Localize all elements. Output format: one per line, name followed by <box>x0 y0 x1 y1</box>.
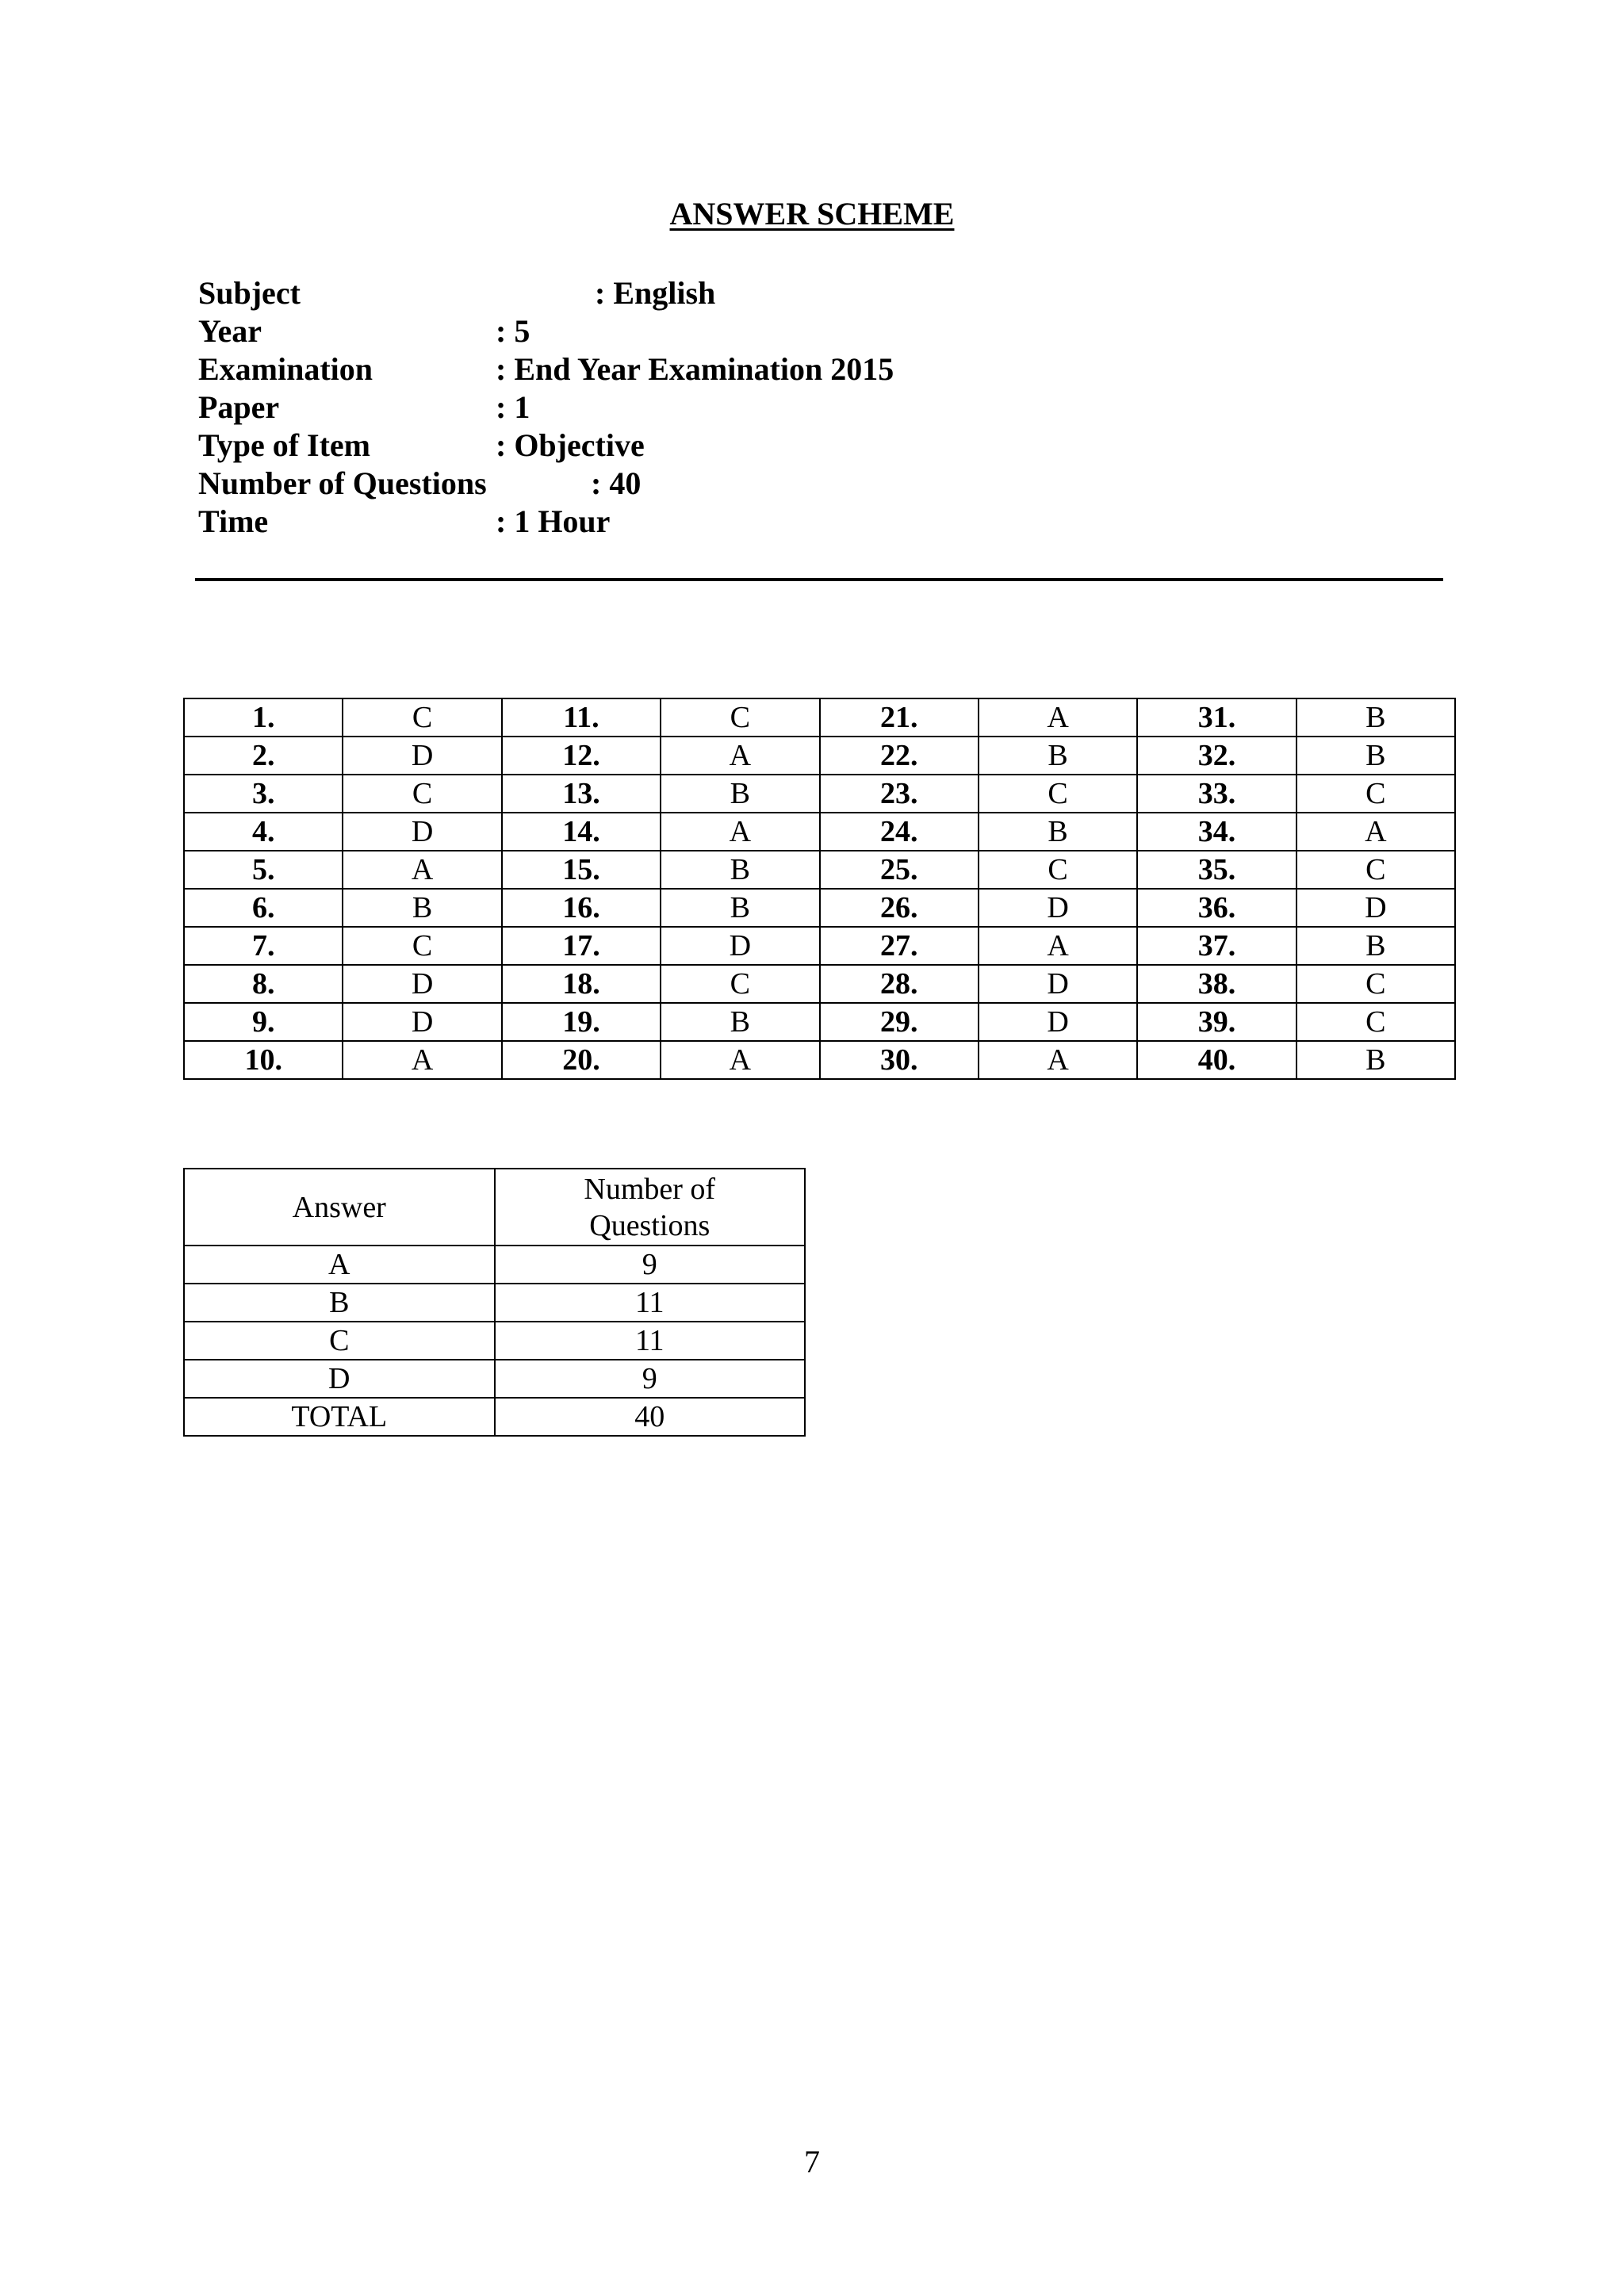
meta-value: : End Year Examination 2015 <box>496 351 894 387</box>
question-number: 33. <box>1137 775 1296 813</box>
summary-count: 11 <box>495 1322 806 1360</box>
question-number: 14. <box>502 813 661 851</box>
question-number: 12. <box>502 737 661 775</box>
summary-count: 11 <box>495 1284 806 1322</box>
question-number: 4. <box>184 813 343 851</box>
summary-answer: B <box>184 1284 495 1322</box>
answer-row <box>184 889 1455 927</box>
answer-letter: A <box>661 737 819 775</box>
summary-header-answer: Answer <box>184 1169 495 1246</box>
answer-letter: C <box>343 775 501 813</box>
answer-letter: C <box>1297 965 1455 1003</box>
question-number: 20. <box>502 1041 661 1079</box>
answer-letter: C <box>661 965 819 1003</box>
answer-letter: C <box>979 775 1137 813</box>
question-number: 23. <box>820 775 979 813</box>
answer-row <box>184 927 1455 965</box>
answer-letter: D <box>343 1003 501 1041</box>
answer-letter: C <box>661 698 819 737</box>
question-number: 40. <box>1137 1041 1296 1079</box>
answer-letter: D <box>979 1003 1137 1041</box>
summary-header-count-line2: Questions <box>589 1208 710 1242</box>
answer-letter: A <box>979 1041 1137 1079</box>
page-title: ANSWER SCHEME <box>669 196 955 232</box>
question-number: 24. <box>820 813 979 851</box>
answer-letter: C <box>1297 851 1455 889</box>
answer-letter: B <box>661 1003 819 1041</box>
answer-summary-table <box>183 1168 806 1437</box>
answer-letter: D <box>343 965 501 1003</box>
answer-letter: D <box>661 927 819 965</box>
answer-row <box>184 851 1455 889</box>
answer-letter: B <box>1297 737 1455 775</box>
question-number: 36. <box>1137 889 1296 927</box>
answer-letter: D <box>343 737 501 775</box>
horizontal-rule <box>195 578 1443 581</box>
meta-label: Type of Item <box>198 427 370 463</box>
question-number: 21. <box>820 698 979 737</box>
answer-letter: D <box>1297 889 1455 927</box>
question-number: 37. <box>1137 927 1296 965</box>
answer-row <box>184 737 1455 775</box>
summary-row <box>184 1322 805 1360</box>
answer-letter: B <box>979 813 1137 851</box>
question-number: 16. <box>502 889 661 927</box>
question-number: 30. <box>820 1041 979 1079</box>
question-number: 6. <box>184 889 343 927</box>
summary-answer: TOTAL <box>184 1398 495 1436</box>
meta-value: : Objective <box>496 427 645 463</box>
question-number: 18. <box>502 965 661 1003</box>
meta-label: Subject <box>198 275 301 311</box>
question-number: 34. <box>1137 813 1296 851</box>
question-number: 35. <box>1137 851 1296 889</box>
question-number: 13. <box>502 775 661 813</box>
answer-letter: D <box>979 889 1137 927</box>
summary-header-row <box>184 1169 805 1246</box>
answer-letter: B <box>343 889 501 927</box>
answer-letter: D <box>979 965 1137 1003</box>
summary-row <box>184 1360 805 1398</box>
answer-letter: B <box>1297 1041 1455 1079</box>
meta-label: Time <box>198 503 269 539</box>
meta-value: : 1 <box>496 389 530 425</box>
summary-count: 40 <box>495 1398 806 1436</box>
answer-letter: D <box>343 813 501 851</box>
answer-row <box>184 775 1455 813</box>
answer-row <box>184 965 1455 1003</box>
question-number: 7. <box>184 927 343 965</box>
answer-letter: A <box>343 851 501 889</box>
question-number: 3. <box>184 775 343 813</box>
meta-value: : 5 <box>496 313 530 349</box>
question-number: 2. <box>184 737 343 775</box>
summary-answer: A <box>184 1246 495 1284</box>
question-number: 10. <box>184 1041 343 1079</box>
answer-letter: A <box>343 1041 501 1079</box>
summary-row <box>184 1246 805 1284</box>
answer-row <box>184 1003 1455 1041</box>
answer-letter: B <box>979 737 1137 775</box>
answer-letter: A <box>1297 813 1455 851</box>
question-number: 28. <box>820 965 979 1003</box>
question-number: 9. <box>184 1003 343 1041</box>
answer-row <box>184 1041 1455 1079</box>
question-number: 1. <box>184 698 343 737</box>
summary-answer: C <box>184 1322 495 1360</box>
question-number: 8. <box>184 965 343 1003</box>
answer-letter: B <box>661 851 819 889</box>
meta-value: : 1 Hour <box>496 503 611 539</box>
question-number: 26. <box>820 889 979 927</box>
answer-letter: C <box>343 698 501 737</box>
summary-header-count-line1: Number of <box>584 1172 716 1206</box>
answer-letter: C <box>343 927 501 965</box>
answer-letter: A <box>979 927 1137 965</box>
summary-count: 9 <box>495 1246 806 1284</box>
answer-letter: C <box>1297 775 1455 813</box>
answer-letter: B <box>661 775 819 813</box>
meta-label: Paper <box>198 389 280 425</box>
answer-letter: B <box>1297 927 1455 965</box>
answer-key-table <box>183 698 1456 1080</box>
question-number: 31. <box>1137 698 1296 737</box>
meta-label: Year <box>198 313 262 349</box>
answer-letter: A <box>979 698 1137 737</box>
summary-answer: D <box>184 1360 495 1398</box>
answer-letter: C <box>979 851 1137 889</box>
question-number: 22. <box>820 737 979 775</box>
question-number: 15. <box>502 851 661 889</box>
question-number: 27. <box>820 927 979 965</box>
question-number: 19. <box>502 1003 661 1041</box>
answer-letter: C <box>1297 1003 1455 1041</box>
page-number: 7 <box>804 2144 820 2179</box>
answer-row <box>184 698 1455 737</box>
question-number: 5. <box>184 851 343 889</box>
question-number: 25. <box>820 851 979 889</box>
question-number: 32. <box>1137 737 1296 775</box>
answer-letter: B <box>661 889 819 927</box>
question-number: 17. <box>502 927 661 965</box>
meta-value: : 40 <box>591 465 642 501</box>
question-number: 11. <box>502 698 661 737</box>
summary-row <box>184 1284 805 1322</box>
meta-label: Number of Questions <box>198 465 487 501</box>
question-number: 38. <box>1137 965 1296 1003</box>
summary-row-total <box>184 1398 805 1436</box>
answer-row <box>184 813 1455 851</box>
question-number: 39. <box>1137 1003 1296 1041</box>
meta-value: : English <box>595 275 716 311</box>
question-number: 29. <box>820 1003 979 1041</box>
answer-letter: A <box>661 813 819 851</box>
answer-letter: B <box>1297 698 1455 737</box>
summary-count: 9 <box>495 1360 806 1398</box>
meta-label: Examination <box>198 351 373 387</box>
summary-header-count <box>495 1169 806 1246</box>
answer-letter: A <box>661 1041 819 1079</box>
